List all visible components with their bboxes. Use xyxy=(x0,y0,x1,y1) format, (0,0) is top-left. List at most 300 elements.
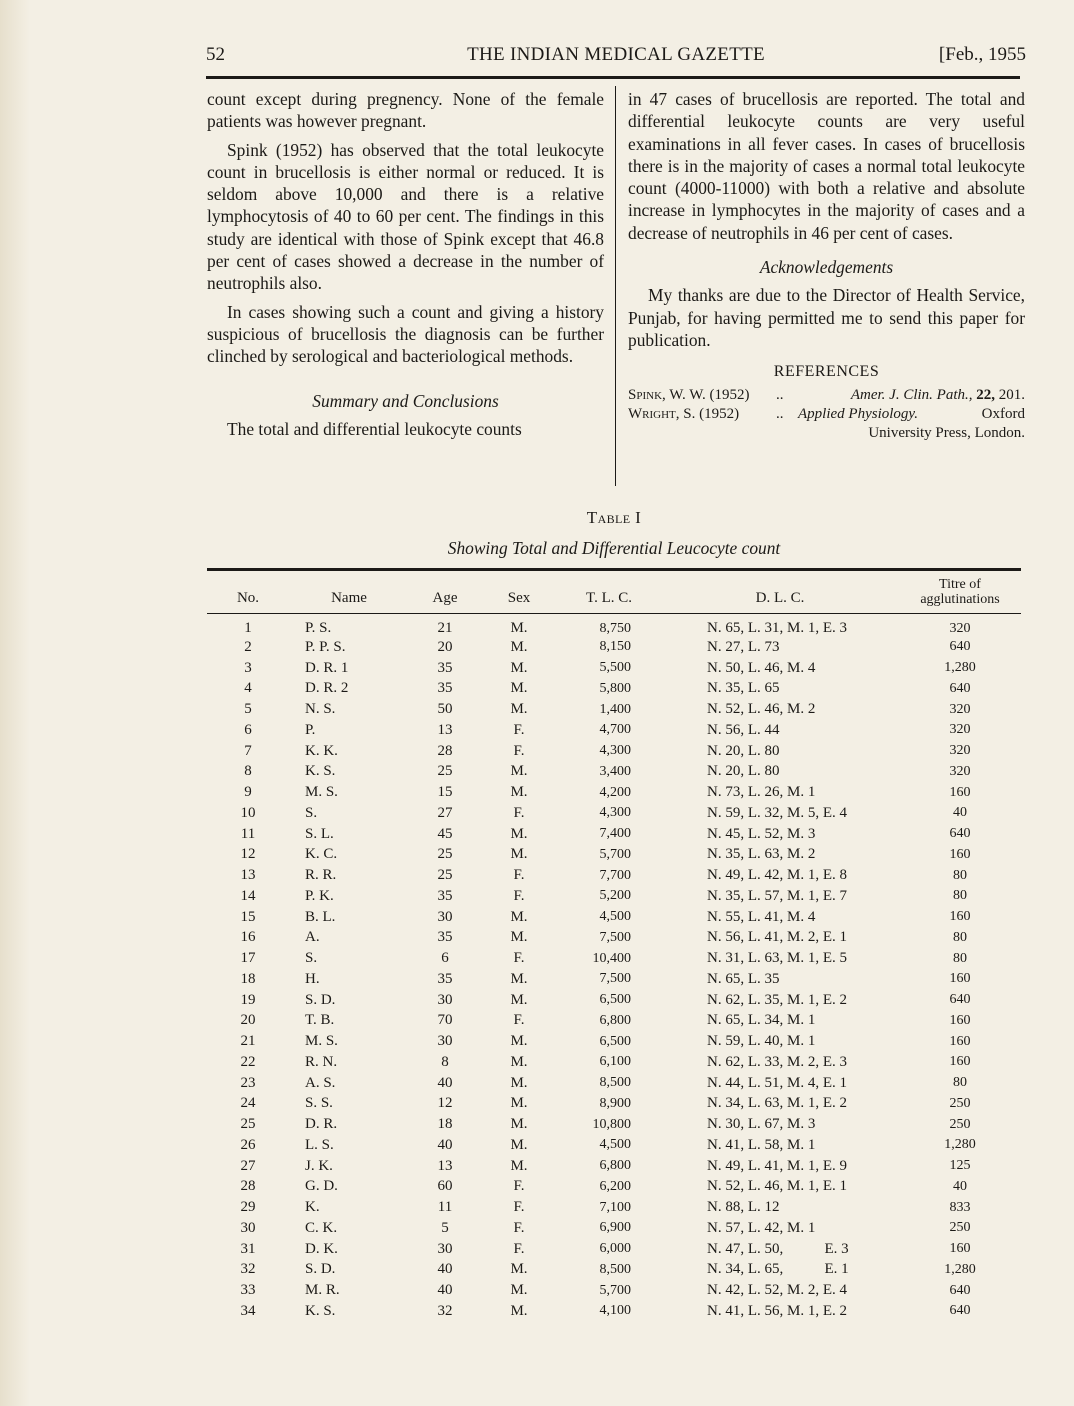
cell-sex: M. xyxy=(510,620,528,636)
cell-tlc: 7,100 xyxy=(599,1199,631,1215)
header-rule xyxy=(206,76,1020,79)
cell-no: 31 xyxy=(240,1240,256,1257)
cell-tlc: 6,500 xyxy=(599,992,631,1008)
cell-dlc: N. 73, L. 26, M. 1 xyxy=(707,784,816,801)
cell-dlc: N. 20, L. 80 xyxy=(707,763,780,780)
cell-sex: F. xyxy=(513,804,525,821)
cell-sex: M. xyxy=(510,908,528,925)
cell-tlc: 6,900 xyxy=(599,1220,631,1236)
cell-tlc: 5,700 xyxy=(599,1282,631,1298)
cell-dlc: N. 65, L. 35 xyxy=(707,970,780,987)
cell-sex: F. xyxy=(513,1199,525,1216)
cell-sex: M. xyxy=(510,1157,528,1174)
cell-dlc: N. 88, L. 12 xyxy=(707,1199,780,1216)
table-row xyxy=(207,720,1021,741)
cell-no: 19 xyxy=(240,991,256,1008)
cell-name: M. S. xyxy=(305,784,338,801)
cell-name: M. R. xyxy=(305,1282,340,1299)
cell-name: G. D. xyxy=(305,1178,338,1195)
cell-name: R. R. xyxy=(305,867,337,884)
cell-tlc: 6,800 xyxy=(599,1158,631,1174)
issue-date: [Feb., 1955 xyxy=(938,44,1026,65)
cell-dlc: N. 35, L. 63, M. 2 xyxy=(707,846,816,863)
cell-no: 24 xyxy=(240,1095,256,1112)
cell-no: 10 xyxy=(240,804,256,821)
cell-name: K. S. xyxy=(305,763,336,780)
table-row xyxy=(207,1280,1021,1301)
cell-age: 25 xyxy=(437,867,453,884)
cell-no: 27 xyxy=(240,1157,256,1174)
acknowledgements-text: My thanks are due to the Director of Health Service, Punjab, for having permitted me to send this paper for publication. xyxy=(628,285,1025,350)
cell-sex: F. xyxy=(513,867,525,884)
cell-no: 26 xyxy=(240,1136,256,1153)
cell-age: 70 xyxy=(437,1012,453,1029)
cell-tlc: 6,500 xyxy=(599,1033,631,1049)
cell-titre: 320 xyxy=(949,722,971,738)
cell-titre: 640 xyxy=(949,639,971,655)
cell-sex: M. xyxy=(510,970,528,987)
cell-tlc: 10,800 xyxy=(592,1116,631,1132)
cell-no: 16 xyxy=(240,929,256,946)
column-header-titre: Titre of agglutinations xyxy=(899,570,1021,614)
cell-no: 2 xyxy=(244,638,252,655)
cell-dlc: N. 49, L. 41, M. 1, E. 9 xyxy=(707,1157,847,1174)
cell-dlc: N. 44, L. 51, M. 4, E. 1 xyxy=(707,1074,847,1091)
cell-titre: 40 xyxy=(953,1178,967,1194)
cell-titre: 1,280 xyxy=(944,1137,976,1153)
reference-separator: .. xyxy=(776,405,784,422)
references-heading: REFERENCES xyxy=(773,363,880,381)
reference-separator: .. xyxy=(776,386,784,403)
table-row xyxy=(207,1031,1021,1052)
cell-name: A. S. xyxy=(305,1074,336,1091)
column-header-age: Age xyxy=(409,570,481,614)
cell-name: D. R. xyxy=(305,1116,338,1133)
cell-dlc: N. 41, L. 56, M. 1, E. 2 xyxy=(707,1302,847,1319)
cell-tlc: 5,700 xyxy=(599,846,631,862)
cell-name: T. B. xyxy=(305,1012,335,1029)
paragraph: in 47 cases of brucellosis are reported. The total and differential leukocyte counts are very useful examinations in all fever cases. In cases of brucellosis there is in the majority of cases a normal total leukocyte count (4000-11000) with both a relative and absolute increase in lymphocytes in the majority of cases and a decrease of neutrophils in 46 per cent of cases. xyxy=(628,89,1025,243)
cell-dlc: N. 20, L. 80 xyxy=(707,742,780,759)
column-header-tlc: T. L. C. xyxy=(557,570,661,614)
cell-age: 13 xyxy=(437,721,453,738)
table-row xyxy=(207,948,1021,969)
cell-titre: 640 xyxy=(949,826,971,842)
cell-tlc: 7,500 xyxy=(599,971,631,987)
cell-titre: 250 xyxy=(949,1220,971,1236)
table-row xyxy=(207,1260,1021,1281)
cell-no: 15 xyxy=(240,908,256,925)
cell-titre: 160 xyxy=(949,1241,971,1257)
cell-titre: 160 xyxy=(949,971,971,987)
cell-dlc: N. 49, L. 42, M. 1, E. 8 xyxy=(707,867,847,884)
cell-titre: 160 xyxy=(949,1054,971,1070)
cell-sex: M. xyxy=(510,1116,528,1133)
cell-titre: 1,280 xyxy=(944,1261,976,1277)
cell-no: 5 xyxy=(244,701,252,718)
cell-name: S. xyxy=(305,950,318,967)
cell-sex: M. xyxy=(510,1095,528,1112)
cell-no: 1 xyxy=(244,620,252,636)
table-caption: Table I xyxy=(586,508,642,527)
cell-age: 35 xyxy=(437,659,453,676)
cell-name: K. C. xyxy=(305,846,338,863)
cell-age: 30 xyxy=(437,908,453,925)
cell-titre: 80 xyxy=(953,950,967,966)
cell-age: 30 xyxy=(437,1240,453,1257)
cell-no: 13 xyxy=(240,867,256,884)
cell-name: A. xyxy=(305,929,320,946)
running-header xyxy=(206,44,1026,70)
table-row xyxy=(207,679,1021,700)
cell-no: 17 xyxy=(240,950,256,967)
cell-age: 40 xyxy=(437,1282,453,1299)
cell-age: 6 xyxy=(441,950,449,967)
page-number: 52 xyxy=(206,44,225,65)
cell-tlc: 7,500 xyxy=(599,929,631,945)
cell-dlc: N. 42, L. 52, M. 2, E. 4 xyxy=(707,1282,847,1299)
right-column xyxy=(628,88,1025,443)
column-header-name: Name xyxy=(289,570,409,614)
cell-no: 6 xyxy=(244,721,252,738)
cell-tlc: 4,500 xyxy=(599,1137,631,1153)
cell-name: D. R. 2 xyxy=(305,680,349,697)
reference-list xyxy=(628,386,1025,443)
table-row xyxy=(207,886,1021,907)
cell-sex: M. xyxy=(510,784,528,801)
cell-sex: M. xyxy=(510,1261,528,1278)
cell-name: P. S. xyxy=(305,620,332,636)
cell-dlc: N. 62, L. 35, M. 1, E. 2 xyxy=(707,991,847,1008)
cell-sex: M. xyxy=(510,1053,528,1070)
cell-no: 9 xyxy=(244,784,252,801)
column-header-sex: Sex xyxy=(481,570,557,614)
table-header-row xyxy=(207,570,1021,614)
cell-no: 33 xyxy=(240,1282,256,1299)
cell-name: K. K. xyxy=(305,742,338,759)
cell-sex: F. xyxy=(513,1219,525,1236)
cell-age: 35 xyxy=(437,970,453,987)
cell-dlc: N. 31, L. 63, M. 1, E. 5 xyxy=(707,950,847,967)
cell-dlc: N. 27, L. 73 xyxy=(707,638,780,655)
page-binding-edge xyxy=(0,0,30,1406)
cell-dlc: N. 30, L. 67, M. 3 xyxy=(707,1116,816,1133)
cell-dlc: N. 65, L. 34, M. 1 xyxy=(707,1012,816,1029)
cell-titre: 80 xyxy=(953,867,967,883)
cell-tlc: 4,700 xyxy=(599,722,631,738)
cell-sex: F. xyxy=(513,1178,525,1195)
table-subtitle: Showing Total and Differential Leucocyte count xyxy=(447,538,781,558)
table-row xyxy=(207,762,1021,783)
reference-item xyxy=(628,405,1025,443)
table-row xyxy=(207,1011,1021,1032)
cell-dlc: N. 52, L. 46, M. 1, E. 1 xyxy=(707,1178,847,1195)
column-header-dlc: D. L. C. xyxy=(661,570,899,614)
paragraph: The total and differential leukocyte counts xyxy=(227,418,522,439)
table-row xyxy=(207,782,1021,803)
cell-age: 40 xyxy=(437,1261,453,1278)
cell-titre: 640 xyxy=(949,1303,971,1319)
cell-sex: M. xyxy=(510,659,528,676)
cell-age: 45 xyxy=(437,825,453,842)
cell-titre: 160 xyxy=(949,1033,971,1049)
cell-titre: 160 xyxy=(949,784,971,800)
table-row xyxy=(207,1094,1021,1115)
left-column xyxy=(207,88,604,440)
cell-dlc: N. 55, L. 41, M. 4 xyxy=(707,908,816,925)
cell-name: S. xyxy=(305,804,318,821)
table-row xyxy=(207,907,1021,928)
cell-tlc: 7,700 xyxy=(599,867,631,883)
cell-dlc: N. 35, L. 57, M. 1, E. 7 xyxy=(707,887,847,904)
cell-tlc: 10,400 xyxy=(592,950,631,966)
cell-no: 23 xyxy=(240,1074,256,1091)
cell-tlc: 6,200 xyxy=(599,1178,631,1194)
cell-name: L. S. xyxy=(305,1136,334,1153)
cell-titre: 160 xyxy=(949,1012,971,1028)
cell-tlc: 8,150 xyxy=(599,639,631,655)
cell-age: 21 xyxy=(437,620,453,636)
cell-age: 50 xyxy=(437,701,453,718)
cell-dlc: N. 50, L. 46, M. 4 xyxy=(707,659,816,676)
reference-item xyxy=(628,386,1025,405)
cell-tlc: 4,200 xyxy=(599,784,631,800)
journal-title: THE INDIAN MEDICAL GAZETTE xyxy=(467,44,765,65)
cell-age: 35 xyxy=(437,929,453,946)
cell-titre: 833 xyxy=(949,1199,971,1215)
cell-no: 30 xyxy=(240,1219,256,1236)
paragraph: Spink (1952) has observed that the total leukocyte count in brucellosis is either normal or reduced. It is seldom above 10,000 and there is a relative lymphocytosis of 40 to 60 per cent. The findings in this study are identical with those of Spink except that 46.8 per cent of cases showed a decrease in the number of neutrophils also. xyxy=(207,139,604,294)
cell-age: 30 xyxy=(437,1033,453,1050)
cell-no: 3 xyxy=(244,659,252,676)
cell-dlc: N. 52, L. 46, M. 2 xyxy=(707,701,816,718)
table-row xyxy=(207,1135,1021,1156)
cell-sex: F. xyxy=(513,950,525,967)
cell-age: 13 xyxy=(437,1157,453,1174)
cell-name: K. S. xyxy=(305,1302,336,1319)
table-row xyxy=(207,1218,1021,1239)
cell-dlc: N. 57, L. 42, M. 1 xyxy=(707,1219,816,1236)
cell-age: 5 xyxy=(441,1219,449,1236)
cell-no: 4 xyxy=(244,680,252,697)
paragraph: count except during pregnency. None of the female patients was however pregnant. xyxy=(207,89,604,132)
cell-titre: 125 xyxy=(949,1158,971,1174)
reference-author: Spink, W. W. (1952) xyxy=(628,386,750,403)
cell-dlc: N. 47, L. 50, E. 3 xyxy=(707,1240,849,1257)
cell-sex: F. xyxy=(513,887,525,904)
cell-sex: M. xyxy=(510,701,528,718)
cell-age: 15 xyxy=(437,784,453,801)
cell-name: P. P. S. xyxy=(305,638,346,655)
cell-sex: F. xyxy=(513,1240,525,1257)
cell-titre: 320 xyxy=(949,743,971,759)
cell-name: R. N. xyxy=(305,1053,338,1070)
cell-titre: 640 xyxy=(949,1282,971,1298)
cell-sex: M. xyxy=(510,1136,528,1153)
cell-titre: 40 xyxy=(953,805,967,821)
table-row xyxy=(207,1301,1021,1322)
cell-sex: M. xyxy=(510,680,528,697)
leucocyte-count-table xyxy=(207,568,1021,1322)
cell-sex: M. xyxy=(510,1033,528,1050)
cell-age: 30 xyxy=(437,991,453,1008)
cell-tlc: 5,500 xyxy=(599,660,631,676)
table-row xyxy=(207,1114,1021,1135)
summary-heading: Summary and Conclusions xyxy=(312,390,499,411)
cell-name: S. L. xyxy=(305,825,334,842)
cell-titre: 640 xyxy=(949,992,971,1008)
cell-no: 29 xyxy=(240,1199,256,1216)
cell-titre: 250 xyxy=(949,1116,971,1132)
cell-sex: M. xyxy=(510,1074,528,1091)
cell-age: 20 xyxy=(437,638,453,655)
cell-sex: M. xyxy=(510,929,528,946)
cell-name: N. S. xyxy=(305,701,336,718)
cell-dlc: N. 41, L. 58, M. 1 xyxy=(707,1136,816,1153)
cell-age: 18 xyxy=(437,1116,453,1133)
cell-tlc: 7,400 xyxy=(599,826,631,842)
table-row xyxy=(207,637,1021,658)
cell-sex: M. xyxy=(510,1302,528,1319)
table-row xyxy=(207,1239,1021,1260)
column-header-no: No. xyxy=(207,570,289,614)
cell-no: 28 xyxy=(240,1178,256,1195)
cell-no: 21 xyxy=(240,1033,256,1050)
cell-tlc: 8,900 xyxy=(599,1095,631,1111)
cell-age: 28 xyxy=(437,742,453,759)
table-row xyxy=(207,1177,1021,1198)
cell-age: 32 xyxy=(437,1302,453,1319)
cell-no: 12 xyxy=(240,846,256,863)
cell-age: 35 xyxy=(437,680,453,697)
cell-titre: 80 xyxy=(953,929,967,945)
cell-no: 8 xyxy=(244,763,252,780)
cell-name: C. K. xyxy=(305,1219,338,1236)
cell-dlc: N. 34, L. 63, M. 1, E. 2 xyxy=(707,1095,847,1112)
cell-age: 25 xyxy=(437,846,453,863)
cell-dlc: N. 65, L. 31, M. 1, E. 3 xyxy=(707,620,847,636)
cell-name: P. xyxy=(305,721,316,738)
cell-tlc: 6,800 xyxy=(599,1012,631,1028)
cell-no: 22 xyxy=(240,1053,256,1070)
table-row xyxy=(207,928,1021,949)
cell-dlc: N. 35, L. 65 xyxy=(707,680,780,697)
cell-tlc: 8,500 xyxy=(599,1261,631,1277)
cell-name: M. S. xyxy=(305,1033,338,1050)
cell-no: 7 xyxy=(244,742,252,759)
cell-tlc: 8,750 xyxy=(599,620,631,636)
table-row xyxy=(207,990,1021,1011)
cell-name: P. K. xyxy=(305,887,334,904)
cell-name: S. S. xyxy=(305,1095,333,1112)
table-row xyxy=(207,1073,1021,1094)
cell-titre: 250 xyxy=(949,1095,971,1111)
table-row xyxy=(207,658,1021,679)
cell-sex: M. xyxy=(510,1282,528,1299)
cell-age: 35 xyxy=(437,887,453,904)
cell-dlc: N. 56, L. 41, M. 2, E. 1 xyxy=(707,929,847,946)
table-row xyxy=(207,845,1021,866)
cell-no: 11 xyxy=(240,825,256,842)
cell-dlc: N. 45, L. 52, M. 3 xyxy=(707,825,816,842)
cell-name: B. L. xyxy=(305,908,336,925)
cell-name: H. xyxy=(305,970,320,987)
cell-age: 40 xyxy=(437,1136,453,1153)
cell-tlc: 5,800 xyxy=(599,680,631,696)
cell-sex: M. xyxy=(510,825,528,842)
cell-sex: F. xyxy=(513,1012,525,1029)
cell-age: 27 xyxy=(437,804,453,821)
cell-age: 25 xyxy=(437,763,453,780)
cell-name: K. xyxy=(305,1199,320,1216)
table-row xyxy=(207,699,1021,720)
cell-titre: 160 xyxy=(949,909,971,925)
cell-titre: 80 xyxy=(953,1075,967,1091)
cell-titre: 640 xyxy=(949,680,971,696)
cell-tlc: 6,000 xyxy=(599,1241,631,1257)
cell-sex: M. xyxy=(510,991,528,1008)
paragraph: In cases showing such a count and giving a history suspicious of brucellosis the diagnosis can be further clinched by serological and bacteriological methods. xyxy=(207,301,604,367)
cell-titre: 1,280 xyxy=(944,660,976,676)
reference-author: Wright, S. (1952) xyxy=(628,405,740,422)
table-row xyxy=(207,969,1021,990)
cell-tlc: 4,100 xyxy=(599,1303,631,1319)
cell-no: 18 xyxy=(240,970,256,987)
cell-no: 32 xyxy=(240,1261,256,1278)
reference-source: Amer. J. Clin. Path., 22, 201. xyxy=(850,386,1025,403)
cell-sex: F. xyxy=(513,721,525,738)
cell-name: D. K. xyxy=(305,1240,338,1257)
cell-sex: M. xyxy=(510,846,528,863)
table-row xyxy=(207,803,1021,824)
cell-dlc: N. 56, L. 44 xyxy=(707,721,780,738)
table-row xyxy=(207,824,1021,845)
cell-age: 12 xyxy=(437,1095,453,1112)
cell-age: 8 xyxy=(441,1053,449,1070)
cell-tlc: 8,500 xyxy=(599,1075,631,1091)
reference-source: Applied Physiology. Oxford University Press, London. xyxy=(798,405,1025,441)
cell-age: 60 xyxy=(437,1178,453,1195)
cell-name: J. K. xyxy=(305,1157,333,1174)
cell-dlc: N. 59, L. 40, M. 1 xyxy=(707,1033,816,1050)
cell-tlc: 4,300 xyxy=(599,805,631,821)
cell-titre: 320 xyxy=(949,763,971,779)
cell-tlc: 3,400 xyxy=(599,763,631,779)
cell-titre: 160 xyxy=(949,846,971,862)
cell-name: S. D. xyxy=(305,991,336,1008)
cell-sex: F. xyxy=(513,742,525,759)
cell-dlc: N. 59, L. 32, M. 5, E. 4 xyxy=(707,804,847,821)
cell-no: 20 xyxy=(240,1012,256,1029)
cell-titre: 80 xyxy=(953,888,967,904)
cell-name: S. D. xyxy=(305,1261,336,1278)
cell-dlc: N. 62, L. 33, M. 2, E. 3 xyxy=(707,1053,847,1070)
cell-sex: M. xyxy=(510,638,528,655)
cell-age: 40 xyxy=(437,1074,453,1091)
table-row xyxy=(207,865,1021,886)
cell-tlc: 4,500 xyxy=(599,909,631,925)
column-divider xyxy=(615,86,616,486)
cell-tlc: 5,200 xyxy=(599,888,631,904)
cell-titre: 320 xyxy=(949,701,971,717)
cell-tlc: 4,300 xyxy=(599,743,631,759)
cell-tlc: 6,100 xyxy=(599,1054,631,1070)
cell-age: 11 xyxy=(437,1199,453,1216)
cell-tlc: 1,400 xyxy=(599,701,631,717)
cell-dlc: N. 34, L. 65, E. 1 xyxy=(707,1261,849,1278)
table-row xyxy=(207,1197,1021,1218)
cell-sex: M. xyxy=(510,763,528,780)
